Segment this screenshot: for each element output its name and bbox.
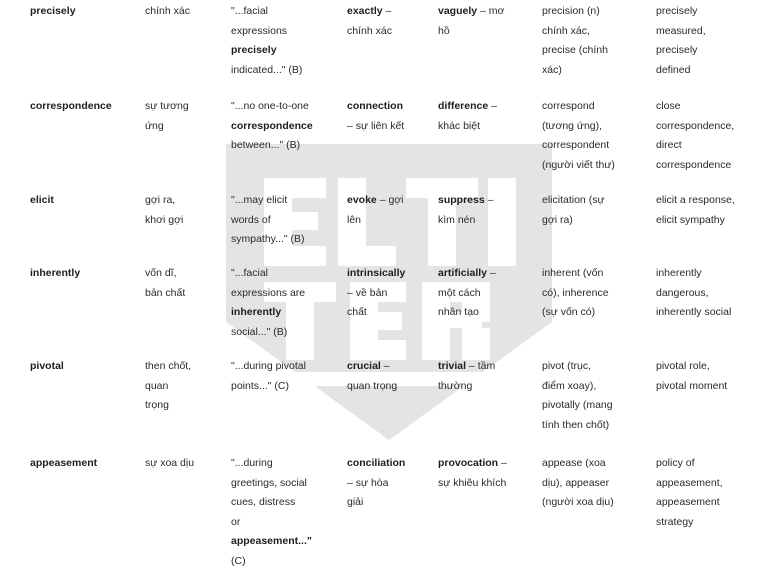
collocations-cell-line: elicit sympathy xyxy=(656,213,725,226)
word-family-cell xyxy=(542,262,656,355)
synonym-cell xyxy=(347,452,438,586)
word-family-cell-line: (người viết thư) xyxy=(542,158,615,171)
word-family-cell-line: (người xoa dịu) xyxy=(542,496,614,508)
example-cell xyxy=(231,189,347,262)
antonym-cell-text: – tầm xyxy=(466,360,496,372)
synonym-cell-text: – gợi xyxy=(376,194,404,206)
collocations-cell-line: strategy xyxy=(656,515,694,528)
example-line: points..." (C) xyxy=(231,379,289,392)
meaning-cell xyxy=(145,262,231,355)
word-family-cell-line: precise (chính xyxy=(542,44,608,56)
synonym-cell-line: – sự hòa xyxy=(347,476,389,489)
collocations-cell-line: correspondence, xyxy=(656,119,735,132)
meaning-cell-line: vốn dĩ, xyxy=(145,267,177,279)
collocations-cell xyxy=(656,452,775,586)
antonym-cell-line: nhân tạo xyxy=(438,306,479,318)
example-line: social..." (B) xyxy=(231,325,288,338)
synonym-cell-line: chính xác xyxy=(347,24,392,37)
word-cell xyxy=(0,452,145,586)
antonym-cell-line xyxy=(438,264,542,284)
collocations-cell-line: correspondence xyxy=(656,158,732,171)
synonym-cell-text: – xyxy=(382,5,392,17)
collocations-cell-line: precisely xyxy=(656,5,698,17)
meaning-cell-line: then chốt, xyxy=(145,360,192,372)
vocab-word: appeasement xyxy=(30,457,98,469)
example-line: between..." (B) xyxy=(231,139,301,151)
example-cell xyxy=(231,452,347,586)
antonym-cell-line xyxy=(438,357,542,377)
meaning-cell xyxy=(145,452,231,586)
vocab-word: correspondence xyxy=(30,100,112,112)
synonym-cell-word: conciliation xyxy=(347,457,406,469)
antonym-cell-line: hồ xyxy=(438,24,450,37)
collocations-cell xyxy=(656,0,775,95)
meaning-cell-line: quan xyxy=(145,379,169,392)
synonym-cell-word: connection xyxy=(347,100,404,112)
example-line: "...facial xyxy=(231,267,268,279)
example-line: cues, distress xyxy=(231,496,296,508)
antonym-cell-line xyxy=(438,2,542,22)
collocations-cell-line: elicit a response, xyxy=(656,194,735,206)
word-family-cell xyxy=(542,189,656,262)
word-family-cell xyxy=(542,0,656,95)
example-cell xyxy=(231,95,347,189)
word-family-cell-line: inherent (vốn xyxy=(542,267,604,279)
synonym-cell-word: evoke xyxy=(347,194,377,206)
antonym-cell xyxy=(438,0,542,95)
antonym-cell xyxy=(438,262,542,355)
synonym-cell-line xyxy=(347,191,438,211)
word-family-cell-line: appease (xoa xyxy=(542,457,606,469)
synonym-cell-word: crucial xyxy=(347,360,381,372)
synonym-cell xyxy=(347,189,438,262)
synonym-cell-line xyxy=(347,264,438,284)
synonym-cell-line: quan trọng xyxy=(347,379,398,392)
vocab-row xyxy=(0,0,775,95)
antonym-cell-text: – xyxy=(487,267,496,279)
meaning-cell-line: bản chất xyxy=(145,286,186,299)
word-cell xyxy=(0,189,145,262)
vocab-row xyxy=(0,452,775,586)
synonym-cell-line xyxy=(347,97,438,117)
antonym-cell-line xyxy=(438,191,542,211)
antonym-cell-text: – xyxy=(498,457,507,469)
antonym-cell-line: thường xyxy=(438,379,473,392)
word-family-cell xyxy=(542,355,656,452)
collocations-cell-line: precisely xyxy=(656,44,698,56)
collocations-cell xyxy=(656,355,775,452)
meaning-cell-line: khơi gợi xyxy=(145,213,184,226)
synonym-cell-line xyxy=(347,2,438,22)
meaning-cell xyxy=(145,95,231,189)
example-line: "...during xyxy=(231,457,273,469)
example-line: sympathy..." (B) xyxy=(231,233,305,245)
collocations-cell xyxy=(656,189,775,262)
example-line: "...may elicit xyxy=(231,194,288,206)
word-family-cell-line: correspond xyxy=(542,100,595,112)
antonym-cell-line: kìm nén xyxy=(438,213,476,226)
vocab-row xyxy=(0,95,775,189)
antonym-cell-text: – xyxy=(488,100,497,112)
synonym-cell xyxy=(347,355,438,452)
synonym-cell xyxy=(347,262,438,355)
example-line: or xyxy=(231,515,241,528)
collocations-cell xyxy=(656,262,775,355)
word-family-cell-line: có), inherence xyxy=(542,286,609,299)
antonym-cell-word: vaguely xyxy=(438,5,478,17)
collocations-cell-line: policy of xyxy=(656,457,695,469)
word-family-cell xyxy=(542,95,656,189)
example-cell xyxy=(231,0,347,95)
antonym-cell-word: artificially xyxy=(438,267,488,279)
word-cell xyxy=(0,95,145,189)
antonym-cell xyxy=(438,95,542,189)
word-family-cell-line: dịu), appeaser xyxy=(542,476,610,489)
example-cell xyxy=(231,355,347,452)
meaning-cell xyxy=(145,355,231,452)
meaning-cell-line: trọng xyxy=(145,399,169,411)
example-line: "...facial xyxy=(231,5,268,17)
example-line: correspondence xyxy=(231,119,313,132)
word-family-cell-line: pivotally (mang xyxy=(542,399,613,411)
collocations-cell-line: appeasement xyxy=(656,496,720,508)
word-cell xyxy=(0,355,145,452)
collocations-cell xyxy=(656,95,775,189)
synonym-cell xyxy=(347,95,438,189)
vocab-row xyxy=(0,189,775,262)
synonym-cell-word: intrinsically xyxy=(347,267,406,279)
word-family-cell-line: correspondent xyxy=(542,139,610,151)
example-line: words of xyxy=(231,213,271,226)
antonym-cell xyxy=(438,189,542,262)
collocations-cell-line: pivotal moment xyxy=(656,379,728,392)
antonym-cell-line xyxy=(438,97,542,117)
word-family-cell xyxy=(542,452,656,586)
synonym-cell-word: exactly xyxy=(347,5,383,17)
synonym-cell-line xyxy=(347,357,438,377)
vocab-word: elicit xyxy=(30,194,54,206)
example-line: expressions are xyxy=(231,286,306,299)
vocab-row xyxy=(0,262,775,355)
word-family-cell-line: tính then chốt) xyxy=(542,418,610,431)
synonym-cell-line: lên xyxy=(347,213,362,226)
example-line: expressions xyxy=(231,24,288,37)
antonym-cell xyxy=(438,452,542,586)
word-family-cell-line: chính xác, xyxy=(542,24,590,37)
antonym-cell-line xyxy=(438,454,542,474)
antonym-cell-word: provocation xyxy=(438,457,499,469)
meaning-cell xyxy=(145,0,231,95)
word-family-cell-line: pivot (trục, xyxy=(542,360,592,372)
antonym-cell-text: – xyxy=(484,194,494,206)
example-line: "...no one-to-one xyxy=(231,100,309,112)
example-line: greetings, social xyxy=(231,476,307,489)
word-family-cell-line: (tương ứng), xyxy=(542,119,603,132)
antonym-cell-line: một cách xyxy=(438,286,481,299)
vocab-word: precisely xyxy=(30,5,76,17)
collocations-cell-line: defined xyxy=(656,63,691,76)
example-line: appeasement..." xyxy=(231,535,312,547)
word-family-cell-line: gợi ra) xyxy=(542,213,573,226)
antonym-cell xyxy=(438,355,542,452)
word-family-cell-line: precision (n) xyxy=(542,5,600,17)
example-line: precisely xyxy=(231,44,277,56)
collocations-cell-line: direct xyxy=(656,139,682,151)
example-line: inherently xyxy=(231,306,282,318)
collocations-cell-line: close xyxy=(656,100,681,112)
example-line: indicated..." (B) xyxy=(231,63,303,76)
word-cell xyxy=(0,0,145,95)
word-cell xyxy=(0,262,145,355)
vocab-word: inherently xyxy=(30,267,81,279)
synonym-cell-line: – sự liên kết xyxy=(347,119,405,132)
collocations-cell-line: inherently xyxy=(656,267,702,279)
synonym-cell-text: – xyxy=(380,360,390,372)
antonym-cell-word: suppress xyxy=(438,194,485,206)
vocab-word: pivotal xyxy=(30,360,64,372)
collocations-cell-line: measured, xyxy=(656,24,706,37)
collocations-cell-line: inherently social xyxy=(656,306,732,318)
example-line: (C) xyxy=(231,554,246,567)
collocations-cell-line: appeasement, xyxy=(656,476,723,489)
word-family-cell-line: xác) xyxy=(542,63,562,76)
meaning-cell-line: sự xoa dịu xyxy=(145,457,195,469)
synonym-cell-line xyxy=(347,454,438,474)
antonym-cell-text: – mơ xyxy=(477,5,505,17)
collocations-cell-line: dangerous, xyxy=(656,286,709,299)
word-family-cell-line: elicitation (sự xyxy=(542,194,605,206)
example-cell xyxy=(231,262,347,355)
antonym-cell-word: trivial xyxy=(438,360,467,372)
meaning-cell-line: chính xác xyxy=(145,5,190,17)
synonym-cell-line: giải xyxy=(347,496,364,508)
word-family-cell-line: (sự vốn có) xyxy=(542,306,596,318)
example-line: "...during pivotal xyxy=(231,360,306,372)
meaning-cell xyxy=(145,189,231,262)
antonym-cell-word: difference xyxy=(438,100,489,112)
synonym-cell-line: chất xyxy=(347,306,367,318)
antonym-cell-line: khác biệt xyxy=(438,119,481,132)
synonym-cell-line: – về bản xyxy=(347,286,388,299)
antonym-cell-line: sự khiêu khích xyxy=(438,476,507,489)
word-family-cell-line: điểm xoay), xyxy=(542,379,597,392)
collocations-cell-line: pivotal role, xyxy=(656,360,710,372)
vocab-row xyxy=(0,355,775,452)
meaning-cell-line: sự tương xyxy=(145,100,189,112)
meaning-cell-line: gợi ra, xyxy=(145,194,176,206)
meaning-cell-line: ứng xyxy=(145,119,164,132)
synonym-cell xyxy=(347,0,438,95)
